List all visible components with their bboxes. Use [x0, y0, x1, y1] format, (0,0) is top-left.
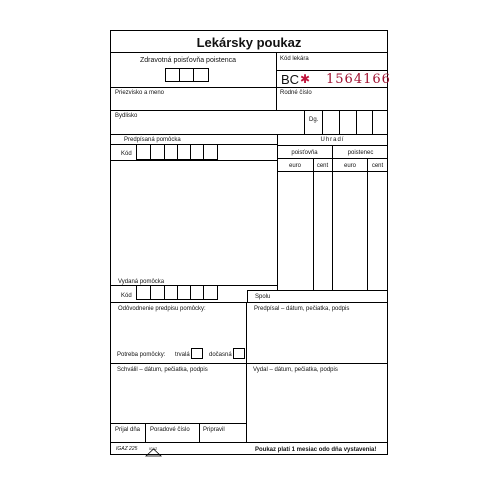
prescribed-by-field[interactable] — [248, 314, 386, 362]
received-date-field[interactable] — [112, 434, 144, 442]
need-label: Potreba pomôcky: — [117, 352, 166, 358]
dispensed-field[interactable] — [248, 375, 386, 441]
divider — [246, 363, 247, 443]
birth-number-label: Rodné číslo — [280, 90, 312, 96]
name-field[interactable] — [112, 97, 274, 109]
divider — [356, 110, 357, 135]
logo — [145, 444, 162, 453]
insured-euro-field[interactable] — [333, 172, 367, 290]
permanent-checkbox[interactable] — [191, 348, 203, 359]
divider — [110, 302, 388, 303]
birth-number-field[interactable] — [278, 97, 386, 109]
code-digit[interactable] — [190, 144, 204, 160]
divider — [277, 158, 388, 159]
approved-label: Schválil – dátum, pečiatka, podpis — [117, 367, 208, 373]
prescribed-item-description[interactable] — [112, 162, 275, 274]
euro-column: euro — [288, 163, 301, 169]
justification-label: Odôvodnenie predpisu pomôcky: — [118, 306, 206, 312]
divider — [276, 87, 388, 88]
divider — [339, 110, 340, 135]
divider — [276, 52, 277, 111]
divider — [110, 423, 247, 424]
cent-column: cent — [371, 163, 384, 169]
total-field[interactable] — [278, 291, 387, 302]
insurer-code-field[interactable] — [165, 68, 210, 82]
euro-column: euro — [343, 163, 356, 169]
code-digit[interactable] — [177, 144, 191, 160]
issued-label: Vydaná pomôcka — [118, 279, 165, 285]
insurer-cent-field[interactable] — [314, 172, 332, 290]
address-label: Bydlisko — [115, 113, 138, 119]
divider — [199, 423, 200, 443]
divider — [304, 110, 305, 135]
divider — [110, 134, 388, 135]
prepared-label: Pripravil — [203, 427, 225, 433]
insurer-pay-column: poisťovňa — [291, 150, 318, 156]
diagnosis-label: Dg. — [309, 117, 319, 123]
divider — [110, 52, 388, 53]
prepared-field[interactable] — [201, 434, 245, 442]
code-digit[interactable] — [136, 144, 151, 160]
issued-code-field[interactable] — [136, 285, 218, 300]
insurer-euro-field[interactable] — [278, 172, 312, 290]
divider — [110, 442, 388, 443]
prescribed-by-label: Predpísal – dátum, pečiatka, podpis — [254, 306, 350, 312]
code-digit[interactable] — [203, 285, 218, 300]
divider — [322, 110, 323, 135]
insurer-digit[interactable] — [165, 68, 180, 82]
code-label: Kód — [121, 151, 132, 157]
divider — [110, 87, 277, 88]
payment-header: Uhradí — [320, 137, 345, 143]
code-digit[interactable] — [190, 285, 204, 300]
form-title: Lekársky poukaz — [196, 35, 302, 50]
quantity-label: Spolu — [255, 294, 271, 300]
divider — [246, 302, 247, 364]
order-number-label: Poradové číslo — [150, 427, 190, 433]
divider — [372, 110, 373, 135]
divider — [276, 70, 388, 71]
issued-code-label: Kód — [121, 293, 132, 299]
insurer-label: Zdravotná poisťovňa poistenca — [140, 57, 237, 64]
divider — [145, 423, 146, 443]
address-field[interactable] — [112, 120, 302, 132]
received-date-label: Prijal dňa — [115, 427, 141, 433]
serial-star: ✱ — [300, 72, 311, 86]
divider — [110, 363, 388, 364]
justification-field[interactable] — [112, 314, 244, 344]
code-digit[interactable] — [150, 285, 165, 300]
code-digit[interactable] — [164, 285, 178, 300]
dispensed-label: Vydal – dátum, pečiatka, podpis — [253, 367, 338, 373]
approved-field[interactable] — [112, 375, 244, 420]
code-digit[interactable] — [203, 144, 218, 160]
code-digit[interactable] — [136, 285, 151, 300]
code-digit[interactable] — [177, 285, 191, 300]
order-number-field[interactable] — [147, 434, 198, 442]
insurer-digit[interactable] — [179, 68, 194, 82]
code-digit[interactable] — [164, 144, 178, 160]
diagnosis-field[interactable] — [322, 110, 388, 135]
doctor-code-label: Kód lekára — [280, 56, 309, 62]
cent-column: cent — [316, 163, 329, 169]
logo-text: IGAZ — [149, 447, 158, 451]
prescribed-code-field[interactable] — [136, 144, 218, 160]
serial-prefix: BC — [281, 72, 300, 87]
insured-cent-field[interactable] — [368, 172, 387, 290]
serial-number: 1564166 — [326, 72, 391, 87]
temporary-label: dočasná — [209, 352, 232, 358]
prescribed-label: Predpísaná pomôcka — [124, 137, 181, 143]
validity-note: Poukaz platí 1 mesiac odo dňa vystavenia! — [255, 447, 377, 453]
code-digit[interactable] — [150, 144, 165, 160]
temporary-checkbox[interactable] — [233, 348, 245, 359]
permanent-label: trvalá — [175, 352, 190, 358]
name-label: Priezvisko a meno — [115, 90, 165, 96]
insurer-digit[interactable] — [193, 68, 209, 82]
form-code: IGAZ 225 — [116, 446, 138, 452]
doctor-code-field[interactable] — [277, 62, 388, 70]
divider — [110, 160, 277, 161]
insured-pay-column: poistenec — [347, 150, 374, 156]
